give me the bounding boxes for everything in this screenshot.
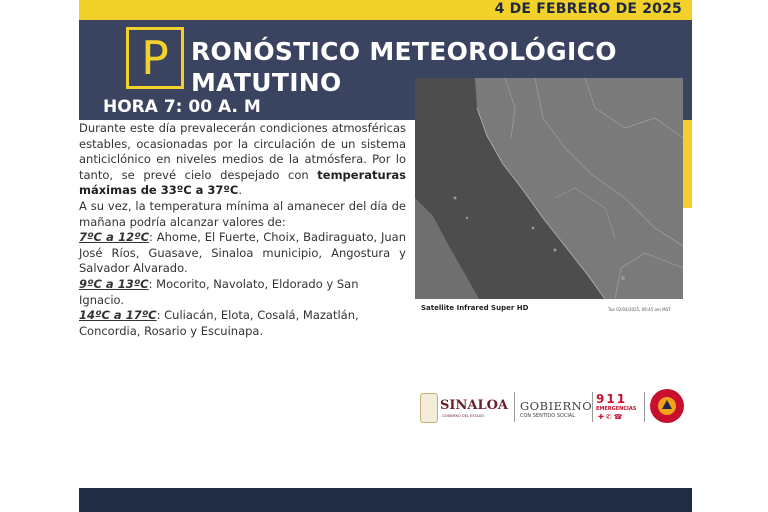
p1-end: . [238, 183, 243, 198]
range-item-2 [79, 277, 406, 308]
logo-strip [414, 386, 694, 428]
forecast-paragraph-1 [79, 121, 406, 199]
logo-divider [644, 392, 645, 422]
max-temperature: temperaturas máximas de 33ºC a 37ºC [79, 167, 406, 198]
range-label: 7ºC a 12ºC [79, 230, 150, 245]
logo-divider [592, 392, 593, 422]
sinaloa-wordmark: SINALOA [440, 398, 508, 413]
gobierno-subtitle: CON SENTIDO SOCIAL [520, 413, 576, 419]
title-line-1: RONÓSTICO METEOROLÓGICO [191, 37, 617, 66]
title-line-2: MATUTINO [191, 68, 342, 97]
range-places: : Ahome, El Fuerte, Choix, Badiraguato, Juan José Ríos, Guasave, Sinaloa municipio, Angostura y Salvador Alvarado. [79, 230, 407, 276]
emergency-icons: ✚✆☎ [598, 413, 625, 421]
range-item-3 [79, 308, 406, 339]
range-label: 9ºC a 13ºC [79, 276, 149, 291]
range-label: 14ºC a 17ºC [79, 308, 157, 323]
crest-icon [420, 393, 438, 423]
e911-number: 911 [596, 392, 628, 406]
range-item-1 [79, 230, 406, 277]
satellite-label: Satellite Infrared Super HD [421, 304, 529, 312]
range-places: : Mocorito, Navolato, Eldorado y San Ignacio. [79, 276, 359, 307]
emergency-911-logo [596, 392, 638, 424]
forecast-paragraph-2: A su vez, la temperatura mínima al amanecer del día de mañana podría alcanzar valores de: [79, 198, 406, 229]
logo-divider [514, 392, 515, 422]
gobierno-wordmark: GOBIERNO [520, 399, 593, 413]
satellite-timestamp: Tue 02/04/2025, 06:45 am MST [608, 307, 671, 312]
forecast-date: 4 DE FEBRERO DE 2025 [494, 1, 682, 17]
forecast-text [79, 121, 406, 339]
range-places: : Culiacán, Elota, Cosalá, Mazatlán, Concordia, Rosario y Escuinapa. [79, 308, 359, 338]
sinaloa-subtitle: GOBIERNO DEL ESTADO [442, 414, 485, 418]
forecast-hour: HORA 7: 00 A. M [103, 97, 261, 117]
civil-protection-icon [650, 389, 684, 423]
title-initial-box: P [126, 27, 184, 89]
p1-text: Durante este día prevalecerán condiciones atmosféricas estables, ocasionadas por la circulación de un sistema anticiclónico en niveles medios de la atmósfera. Por lo tanto, se prevé cielo despejado con [79, 121, 406, 182]
satellite-image [415, 78, 683, 299]
satellite-map [415, 78, 683, 299]
sinaloa-logo [416, 388, 512, 426]
e911-subtitle: EMERGENCIAS [596, 406, 637, 412]
bottom-bar [79, 488, 692, 512]
